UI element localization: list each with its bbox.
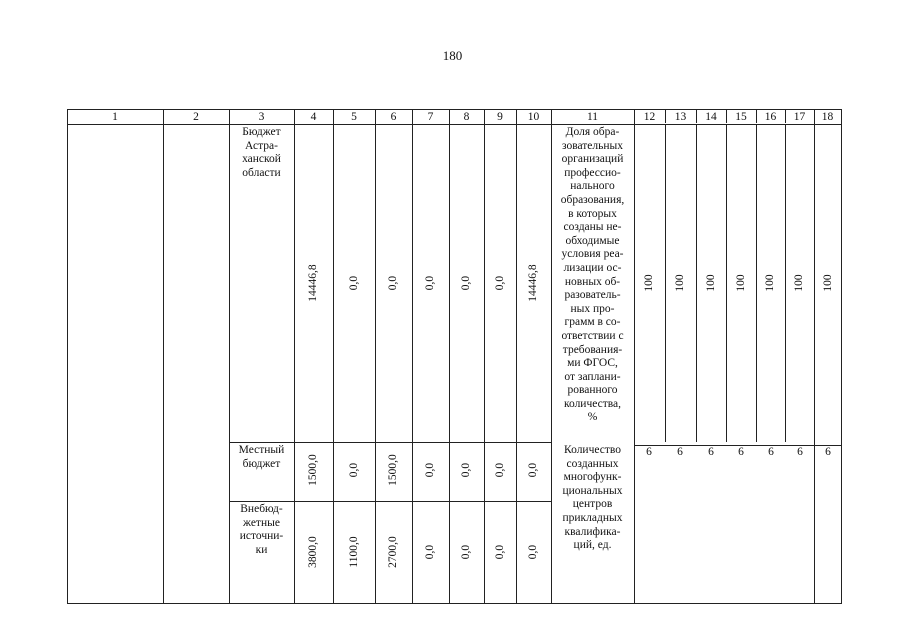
target-value-cell: 6 [738, 446, 744, 458]
header-cell: 13 [674, 111, 687, 123]
amount-cell: 0,0 [527, 544, 539, 560]
amount-cell: 0,0 [494, 275, 506, 291]
amount-cell: 14446,8 [307, 264, 319, 302]
target-value-cell: 100 [674, 274, 686, 292]
source-cell: Внебюд- жетные источни- ки [239, 503, 284, 556]
source-cell: Бюджет Астра- ханской области [242, 126, 281, 179]
amount-cell: 1500,0 [307, 454, 319, 486]
amount-cell: 0,0 [494, 462, 506, 478]
header-cell: 17 [793, 111, 806, 123]
header-cell: 7 [427, 111, 434, 123]
target-value-cell: 100 [735, 274, 747, 292]
amount-cell: 0,0 [424, 544, 436, 560]
header-cell: 1 [112, 111, 118, 123]
header-cell: 8 [463, 111, 470, 123]
header-cell: 14 [705, 111, 717, 123]
amount-cell: 2700,0 [387, 536, 399, 568]
header-cell: 5 [351, 111, 357, 123]
target-value-cell: 6 [797, 446, 803, 458]
target-value-cell: 100 [705, 274, 717, 292]
header-cell: 2 [193, 111, 199, 123]
source-cell: Местный бюджет [238, 444, 285, 470]
header-cell: 6 [390, 111, 397, 123]
amount-cell: 0,0 [527, 462, 539, 478]
header-cell: 12 [643, 111, 656, 123]
amount-cell: 0,0 [460, 275, 472, 291]
target-value-cell: 6 [708, 446, 714, 458]
amount-cell: 0,0 [460, 462, 472, 478]
header-cell: 18 [821, 111, 834, 123]
header-cell: 11 [586, 111, 599, 123]
target-value-cell: 100 [822, 274, 834, 292]
header-cell: 16 [764, 111, 777, 123]
target-value-cell: 100 [643, 274, 655, 292]
amount-cell: 0,0 [387, 275, 399, 291]
target-value-cell: 6 [768, 446, 774, 458]
amount-cell: 1500,0 [387, 454, 399, 486]
target-value-cell: 100 [793, 274, 805, 292]
amount-cell: 3800,0 [307, 536, 319, 568]
header-cell: 15 [735, 111, 747, 123]
amount-cell: 0,0 [424, 275, 436, 291]
amount-cell: 0,0 [348, 462, 360, 478]
indicator-cell: Количество созданных многофунк- циональных центров прикладных квалифика- ций, ед. [562, 444, 623, 552]
amount-cell: 1100,0 [348, 536, 360, 568]
target-value-cell: 6 [646, 446, 652, 458]
header-cell: 3 [258, 111, 265, 123]
header-cell: 10 [527, 111, 540, 123]
amount-cell: 0,0 [494, 544, 506, 560]
amount-cell: 0,0 [424, 462, 436, 478]
amount-cell: 0,0 [348, 275, 360, 291]
target-value-cell: 6 [825, 446, 831, 458]
amount-cell: 0,0 [460, 544, 472, 560]
target-value-cell: 6 [677, 446, 683, 458]
header-cell: 4 [310, 111, 317, 123]
amount-cell: 14446,8 [527, 264, 539, 302]
target-value-cell: 100 [764, 274, 776, 292]
indicator-cell: Доля обра- зовательных организаций профессио- нального образования, в которых созданы не- обходимые условия реа- лизации ос- новных об- разователь- ных про- грамм в со- ответствии с требования- ми ФГОС, от заплани- рованного количества, % [560, 126, 625, 424]
header-cell: 9 [497, 111, 503, 123]
page-number: 180 [442, 48, 463, 63]
